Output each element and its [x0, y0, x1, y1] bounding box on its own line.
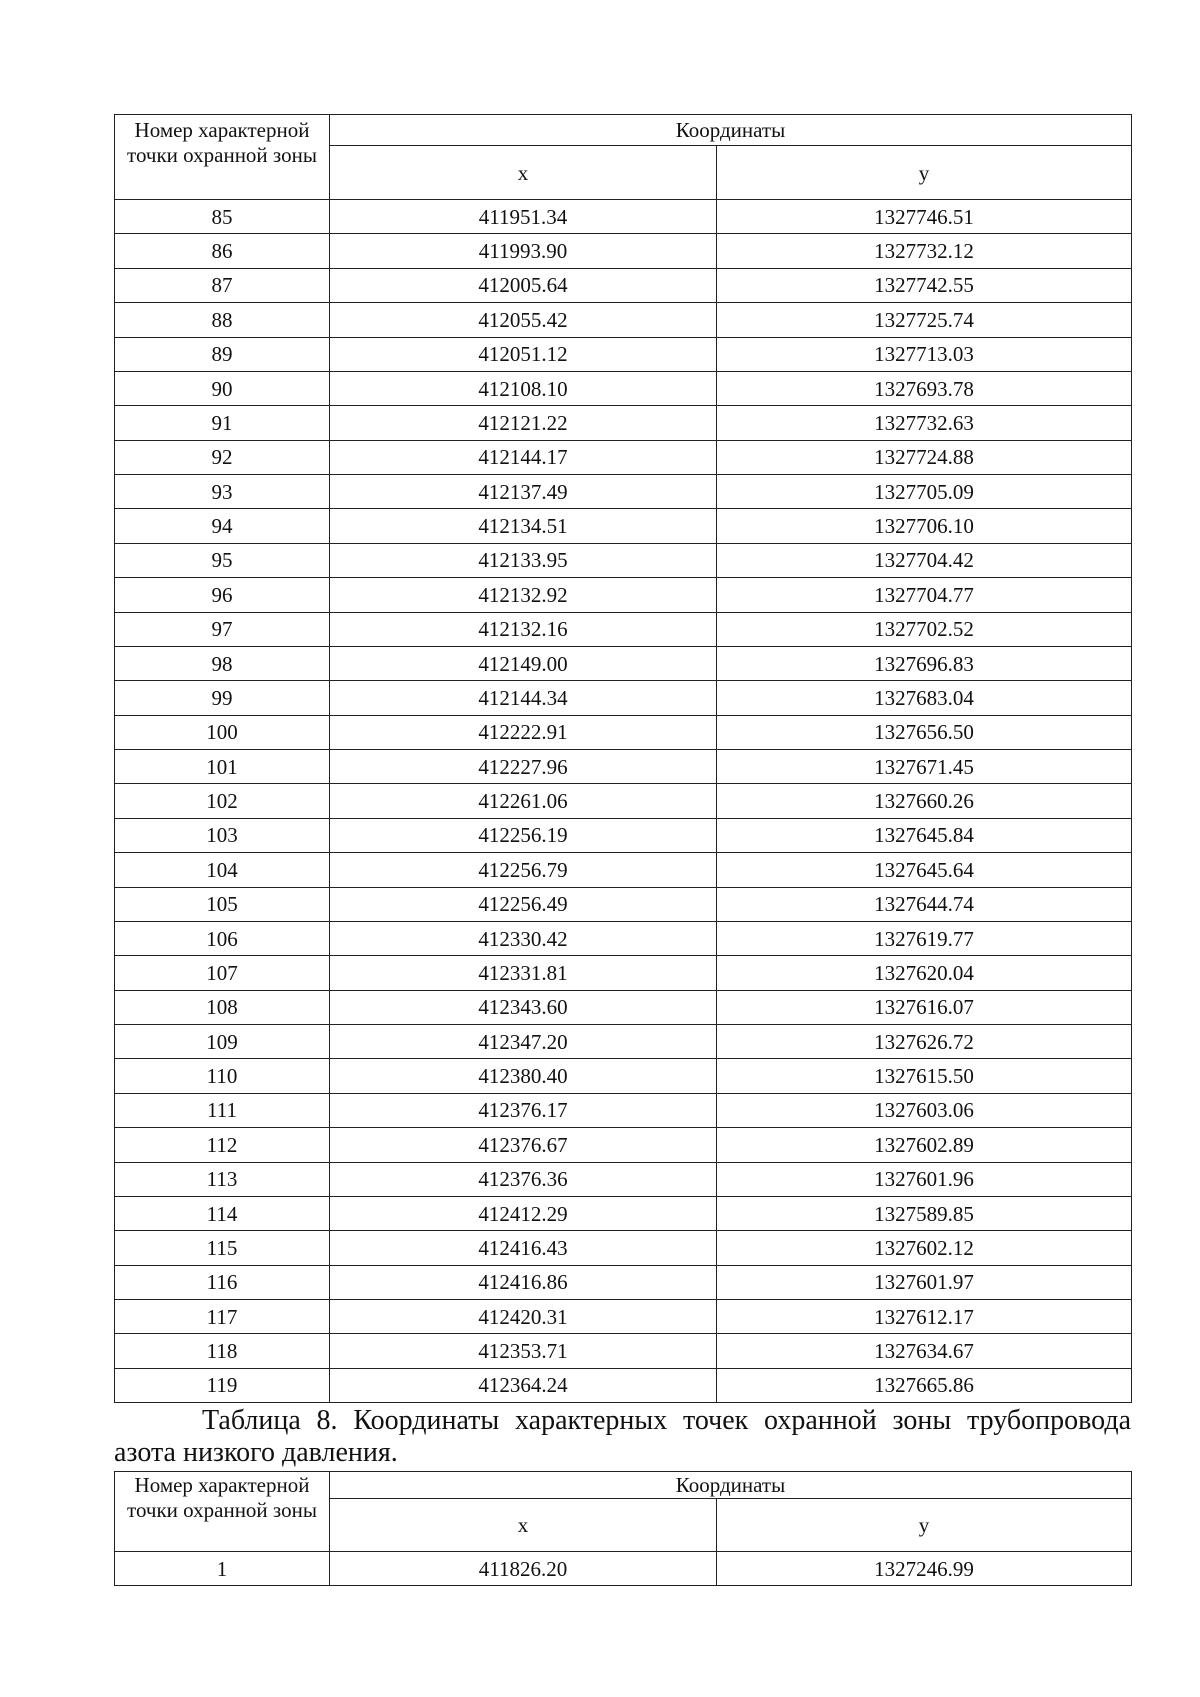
cell-y: 1327603.06	[717, 1093, 1132, 1127]
header-y: y	[717, 1499, 1132, 1552]
cell-y: 1327696.83	[717, 646, 1132, 680]
cell-y: 1327732.63	[717, 406, 1132, 440]
table-row	[115, 268, 1132, 302]
cell-x: 412353.71	[330, 1334, 717, 1368]
cell-x: 412331.81	[330, 956, 717, 990]
cell-x: 412051.12	[330, 337, 717, 371]
cell-point-number: 113	[115, 1162, 330, 1196]
cell-x: 412343.60	[330, 990, 717, 1024]
cell-x: 412149.00	[330, 646, 717, 680]
cell-x: 411951.34	[330, 200, 717, 234]
cell-point-number: 93	[115, 475, 330, 509]
table-row	[115, 337, 1132, 371]
header-point-number: Номер характерной точки охранной зоны	[115, 115, 330, 200]
table-row	[115, 818, 1132, 852]
cell-y: 1327619.77	[717, 921, 1132, 955]
cell-point-number: 110	[115, 1059, 330, 1093]
cell-y: 1327656.50	[717, 715, 1132, 749]
table-row	[115, 1334, 1132, 1368]
cell-y: 1327626.72	[717, 1025, 1132, 1059]
cell-x: 412222.91	[330, 715, 717, 749]
cell-point-number: 92	[115, 440, 330, 474]
cell-y: 1327246.99	[717, 1552, 1132, 1586]
cell-point-number: 97	[115, 612, 330, 646]
cell-point-number: 88	[115, 303, 330, 337]
cell-x: 412380.40	[330, 1059, 717, 1093]
table-row	[115, 440, 1132, 474]
table-row	[115, 234, 1132, 268]
cell-y: 1327615.50	[717, 1059, 1132, 1093]
cell-y: 1327704.42	[717, 543, 1132, 577]
header-coordinates: Координаты	[330, 1472, 1132, 1499]
cell-y: 1327746.51	[717, 200, 1132, 234]
cell-y: 1327644.74	[717, 887, 1132, 921]
cell-x: 412364.24	[330, 1368, 717, 1402]
table-row	[115, 578, 1132, 612]
cell-x: 412121.22	[330, 406, 717, 440]
cell-point-number: 111	[115, 1093, 330, 1127]
cell-x: 412256.49	[330, 887, 717, 921]
cell-point-number: 117	[115, 1300, 330, 1334]
header-x: x	[330, 1499, 717, 1552]
cell-y: 1327660.26	[717, 784, 1132, 818]
table-row	[115, 887, 1132, 921]
cell-x: 412134.51	[330, 509, 717, 543]
cell-x: 412376.67	[330, 1128, 717, 1162]
cell-point-number: 1	[115, 1552, 330, 1586]
cell-y: 1327702.52	[717, 612, 1132, 646]
table-row	[115, 1059, 1132, 1093]
cell-y: 1327601.96	[717, 1162, 1132, 1196]
cell-point-number: 95	[115, 543, 330, 577]
cell-y: 1327706.10	[717, 509, 1132, 543]
table-row	[115, 1300, 1132, 1334]
cell-x: 412144.17	[330, 440, 717, 474]
table-row	[115, 475, 1132, 509]
cell-x: 412412.29	[330, 1196, 717, 1230]
cell-point-number: 101	[115, 750, 330, 784]
cell-y: 1327713.03	[717, 337, 1132, 371]
table-caption-text: Таблица 8. Координаты характерных точек охранной зоны трубопровода азота низкого давления.	[114, 1405, 1131, 1468]
cell-point-number: 115	[115, 1231, 330, 1265]
cell-point-number: 112	[115, 1128, 330, 1162]
cell-x: 412347.20	[330, 1025, 717, 1059]
cell-y: 1327601.97	[717, 1265, 1132, 1299]
table-row	[115, 371, 1132, 405]
table-row	[115, 1128, 1132, 1162]
cell-x: 412227.96	[330, 750, 717, 784]
cell-point-number: 107	[115, 956, 330, 990]
header-x: x	[330, 146, 717, 200]
cell-point-number: 94	[115, 509, 330, 543]
cell-y: 1327645.84	[717, 818, 1132, 852]
table-header	[115, 115, 1132, 200]
cell-y: 1327602.12	[717, 1231, 1132, 1265]
table-row	[115, 784, 1132, 818]
table-row	[115, 956, 1132, 990]
cell-y: 1327612.17	[717, 1300, 1132, 1334]
cell-point-number: 106	[115, 921, 330, 955]
cell-point-number: 85	[115, 200, 330, 234]
cell-point-number: 102	[115, 784, 330, 818]
cell-point-number: 119	[115, 1368, 330, 1402]
cell-y: 1327732.12	[717, 234, 1132, 268]
table-caption	[114, 1405, 1131, 1469]
table-row	[115, 1552, 1132, 1586]
table-row	[115, 1368, 1132, 1402]
cell-y: 1327705.09	[717, 475, 1132, 509]
table-row	[115, 750, 1132, 784]
cell-point-number: 91	[115, 406, 330, 440]
cell-point-number: 98	[115, 646, 330, 680]
cell-x: 412108.10	[330, 371, 717, 405]
table-row	[115, 612, 1132, 646]
table-row	[115, 406, 1132, 440]
table-row	[115, 715, 1132, 749]
cell-y: 1327724.88	[717, 440, 1132, 474]
cell-x: 412261.06	[330, 784, 717, 818]
table-row	[115, 646, 1132, 680]
cell-x: 412137.49	[330, 475, 717, 509]
cell-point-number: 104	[115, 853, 330, 887]
cell-point-number: 89	[115, 337, 330, 371]
table-row	[115, 1265, 1132, 1299]
table-row	[115, 303, 1132, 337]
table-row	[115, 990, 1132, 1024]
header-coordinates: Координаты	[330, 115, 1132, 146]
cell-point-number: 86	[115, 234, 330, 268]
cell-x: 412055.42	[330, 303, 717, 337]
table-row	[115, 921, 1132, 955]
cell-x: 411826.20	[330, 1552, 717, 1586]
cell-y: 1327616.07	[717, 990, 1132, 1024]
cell-y: 1327725.74	[717, 303, 1132, 337]
cell-point-number: 96	[115, 578, 330, 612]
header-point-number: Номер характерной точки охранной зоны	[115, 1472, 330, 1552]
cell-point-number: 103	[115, 818, 330, 852]
cell-point-number: 114	[115, 1196, 330, 1230]
cell-x: 412376.17	[330, 1093, 717, 1127]
cell-point-number: 99	[115, 681, 330, 715]
coordinates-table-8	[114, 1471, 1132, 1586]
cell-y: 1327671.45	[717, 750, 1132, 784]
cell-x: 412416.86	[330, 1265, 717, 1299]
cell-point-number: 118	[115, 1334, 330, 1368]
cell-point-number: 109	[115, 1025, 330, 1059]
cell-point-number: 105	[115, 887, 330, 921]
cell-y: 1327665.86	[717, 1368, 1132, 1402]
cell-x: 411993.90	[330, 234, 717, 268]
table-row	[115, 681, 1132, 715]
cell-point-number: 87	[115, 268, 330, 302]
table-body	[115, 1552, 1132, 1586]
table-row	[115, 1093, 1132, 1127]
table-header	[115, 1472, 1132, 1552]
table-row	[115, 543, 1132, 577]
table-row	[115, 200, 1132, 234]
table-row	[115, 1231, 1132, 1265]
header-y: y	[717, 146, 1132, 200]
cell-y: 1327693.78	[717, 371, 1132, 405]
table-row	[115, 1162, 1132, 1196]
cell-x: 412256.79	[330, 853, 717, 887]
cell-y: 1327704.77	[717, 578, 1132, 612]
cell-x: 412330.42	[330, 921, 717, 955]
cell-x: 412420.31	[330, 1300, 717, 1334]
cell-y: 1327620.04	[717, 956, 1132, 990]
cell-y: 1327602.89	[717, 1128, 1132, 1162]
cell-x: 412133.95	[330, 543, 717, 577]
cell-point-number: 100	[115, 715, 330, 749]
cell-x: 412256.19	[330, 818, 717, 852]
cell-x: 412132.16	[330, 612, 717, 646]
cell-y: 1327683.04	[717, 681, 1132, 715]
table-row	[115, 853, 1132, 887]
cell-y: 1327634.67	[717, 1334, 1132, 1368]
cell-point-number: 108	[115, 990, 330, 1024]
cell-x: 412005.64	[330, 268, 717, 302]
cell-x: 412376.36	[330, 1162, 717, 1196]
table-row	[115, 1025, 1132, 1059]
cell-point-number: 90	[115, 371, 330, 405]
table-row	[115, 509, 1132, 543]
cell-x: 412416.43	[330, 1231, 717, 1265]
cell-y: 1327742.55	[717, 268, 1132, 302]
table-body	[115, 200, 1132, 1403]
cell-x: 412144.34	[330, 681, 717, 715]
cell-y: 1327589.85	[717, 1196, 1132, 1230]
coordinates-table-continued	[114, 114, 1132, 1403]
cell-y: 1327645.64	[717, 853, 1132, 887]
cell-point-number: 116	[115, 1265, 330, 1299]
table-row	[115, 1196, 1132, 1230]
cell-x: 412132.92	[330, 578, 717, 612]
